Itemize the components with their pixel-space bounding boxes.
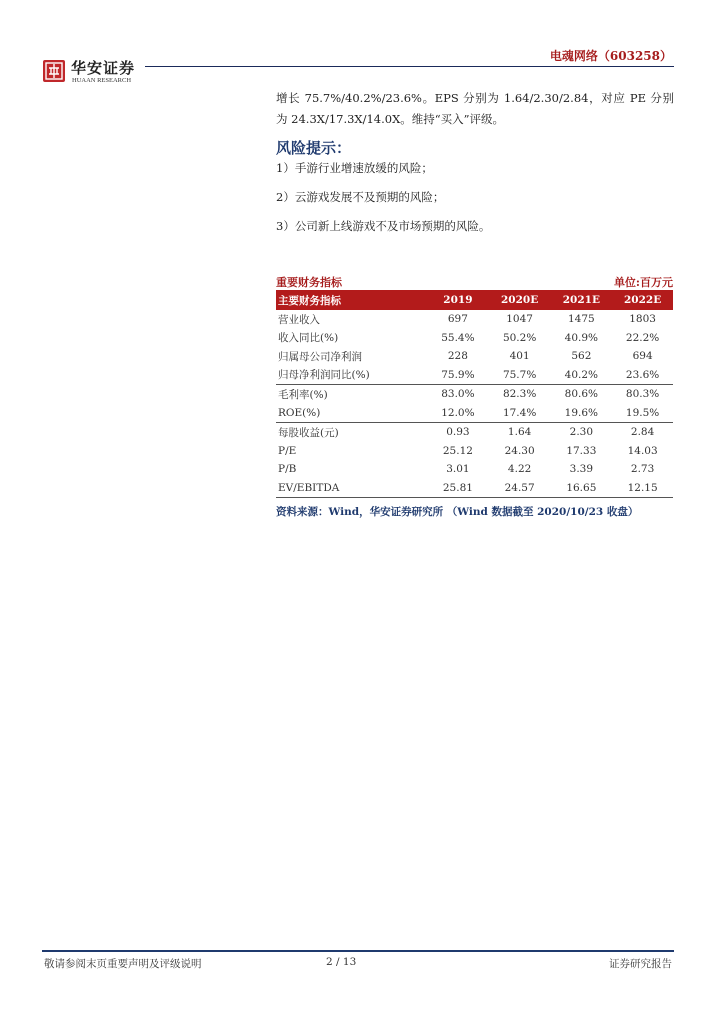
table-cell: ROE(%) bbox=[278, 406, 321, 419]
table-cell: 83.0% bbox=[427, 385, 489, 404]
table-cell: 82.3% bbox=[489, 385, 551, 404]
table-cell: 2.73 bbox=[630, 463, 655, 476]
column-header: 2022E bbox=[612, 290, 673, 310]
table-cell: 3.01 bbox=[446, 463, 470, 476]
table-cell: 25.81 bbox=[427, 479, 489, 498]
report-title: 电魂网络（603258） bbox=[549, 49, 672, 63]
table-cell: 694 bbox=[632, 350, 653, 363]
table-caption-bar bbox=[276, 274, 673, 290]
footer-report-type: 证券研究报告 bbox=[609, 958, 672, 970]
table-cell: 25.12 bbox=[442, 444, 473, 457]
column-header: 2021E bbox=[550, 290, 612, 310]
table-cell: 1475 bbox=[567, 313, 595, 326]
column-header: 2020E bbox=[489, 290, 551, 310]
table-row bbox=[276, 329, 673, 348]
table-cell: 0.93 bbox=[427, 423, 489, 442]
logo-chinese-name: 华安证券 bbox=[71, 59, 136, 77]
table-cell: 归属母公司净利润 bbox=[278, 350, 362, 363]
footer-divider bbox=[42, 950, 674, 952]
table-cell: 80.6% bbox=[550, 385, 612, 404]
table-cell: 562 bbox=[571, 350, 592, 363]
table-cell: 75.7% bbox=[502, 368, 537, 381]
risk-item: 1）手游行业增速放缓的风险； bbox=[276, 161, 433, 175]
table-row bbox=[276, 385, 673, 404]
column-header: 主要财务指标 bbox=[276, 290, 427, 310]
table-row bbox=[276, 404, 673, 423]
table-cell: 1.64 bbox=[489, 423, 551, 442]
table-row bbox=[276, 423, 673, 442]
table-cell: 2.84 bbox=[612, 423, 673, 442]
table-cell: 55.4% bbox=[441, 331, 475, 344]
table-cell: 24.57 bbox=[489, 479, 551, 498]
table-cell: 401 bbox=[509, 350, 530, 363]
header-divider bbox=[145, 66, 674, 67]
intro-paragraph: 增长 75.7%/40.2%/23.6%。EPS 分别为 1.64/2.30/2.84，对应 PE 分别为 24.3X/17.3X/14.0X。维持“买入”评级。 bbox=[276, 91, 674, 126]
footer-disclaimer: 敬请参阅末页重要声明及评级说明 bbox=[44, 958, 202, 970]
table-row bbox=[276, 310, 673, 329]
logo-english-name: HUAAN RESEARCH bbox=[72, 77, 132, 84]
table-cell: 50.2% bbox=[502, 331, 537, 344]
table-cell: 4.22 bbox=[507, 463, 532, 476]
table-cell: 19.5% bbox=[625, 406, 660, 419]
table-cell: 12.15 bbox=[612, 479, 673, 498]
table-cell: 14.03 bbox=[627, 444, 658, 457]
table-cell: 80.3% bbox=[612, 385, 673, 404]
financial-table bbox=[276, 290, 673, 498]
table-row bbox=[276, 442, 673, 461]
table-cell: 228 bbox=[447, 350, 468, 363]
table-row bbox=[276, 460, 673, 479]
table-unit: 单位:百万元 bbox=[613, 276, 673, 289]
table-cell: 1047 bbox=[506, 313, 533, 326]
table-row bbox=[276, 366, 673, 385]
table-cell: P/E bbox=[278, 444, 297, 457]
table-header-row bbox=[276, 290, 673, 310]
table-cell: 697 bbox=[447, 313, 468, 326]
company-logo bbox=[42, 57, 142, 85]
table-cell: 19.6% bbox=[564, 406, 599, 419]
table-source-note: 资料来源：Wind，华安证券研究所 （Wind 数据截至 2020/10/23 收盘） bbox=[276, 506, 639, 518]
page-number: 2 / 13 bbox=[326, 956, 357, 968]
table-cell: 23.6% bbox=[625, 368, 660, 381]
table-cell: 22.2% bbox=[625, 331, 660, 344]
table-cell: 12.0% bbox=[441, 406, 475, 419]
risk-item: 3）公司新上线游戏不及市场预期的风险。 bbox=[276, 219, 491, 233]
table-cell: 2.30 bbox=[550, 423, 612, 442]
risk-item: 2）云游戏发展不及预期的风险； bbox=[276, 190, 445, 204]
table-cell: 毛利率(%) bbox=[276, 385, 427, 404]
table-cell: 归母净利润同比(%) bbox=[278, 369, 370, 382]
table-cell: 17.33 bbox=[566, 444, 597, 457]
table-cell: 40.2% bbox=[564, 368, 599, 381]
table-cell: 17.4% bbox=[502, 406, 537, 419]
table-caption: 重要财务指标 bbox=[276, 276, 342, 289]
risk-heading: 风险提示： bbox=[276, 139, 352, 157]
table-row bbox=[276, 347, 673, 366]
table-cell: EV/EBITDA bbox=[276, 479, 427, 498]
table-cell: P/B bbox=[278, 463, 297, 476]
column-header: 2019 bbox=[427, 290, 489, 310]
seal-logo-icon bbox=[42, 59, 66, 83]
table-cell: 75.9% bbox=[441, 368, 475, 381]
table-cell: 收入同比(%) bbox=[278, 332, 339, 345]
table-cell: 营业收入 bbox=[278, 313, 320, 326]
table-cell: 3.39 bbox=[569, 463, 594, 476]
table-cell: 40.9% bbox=[564, 331, 599, 344]
table-cell: 每股收益(元) bbox=[276, 423, 427, 442]
table-cell: 16.65 bbox=[550, 479, 612, 498]
table-cell: 1803 bbox=[629, 313, 656, 326]
table-cell: 24.30 bbox=[504, 444, 535, 457]
table-row bbox=[276, 479, 673, 498]
